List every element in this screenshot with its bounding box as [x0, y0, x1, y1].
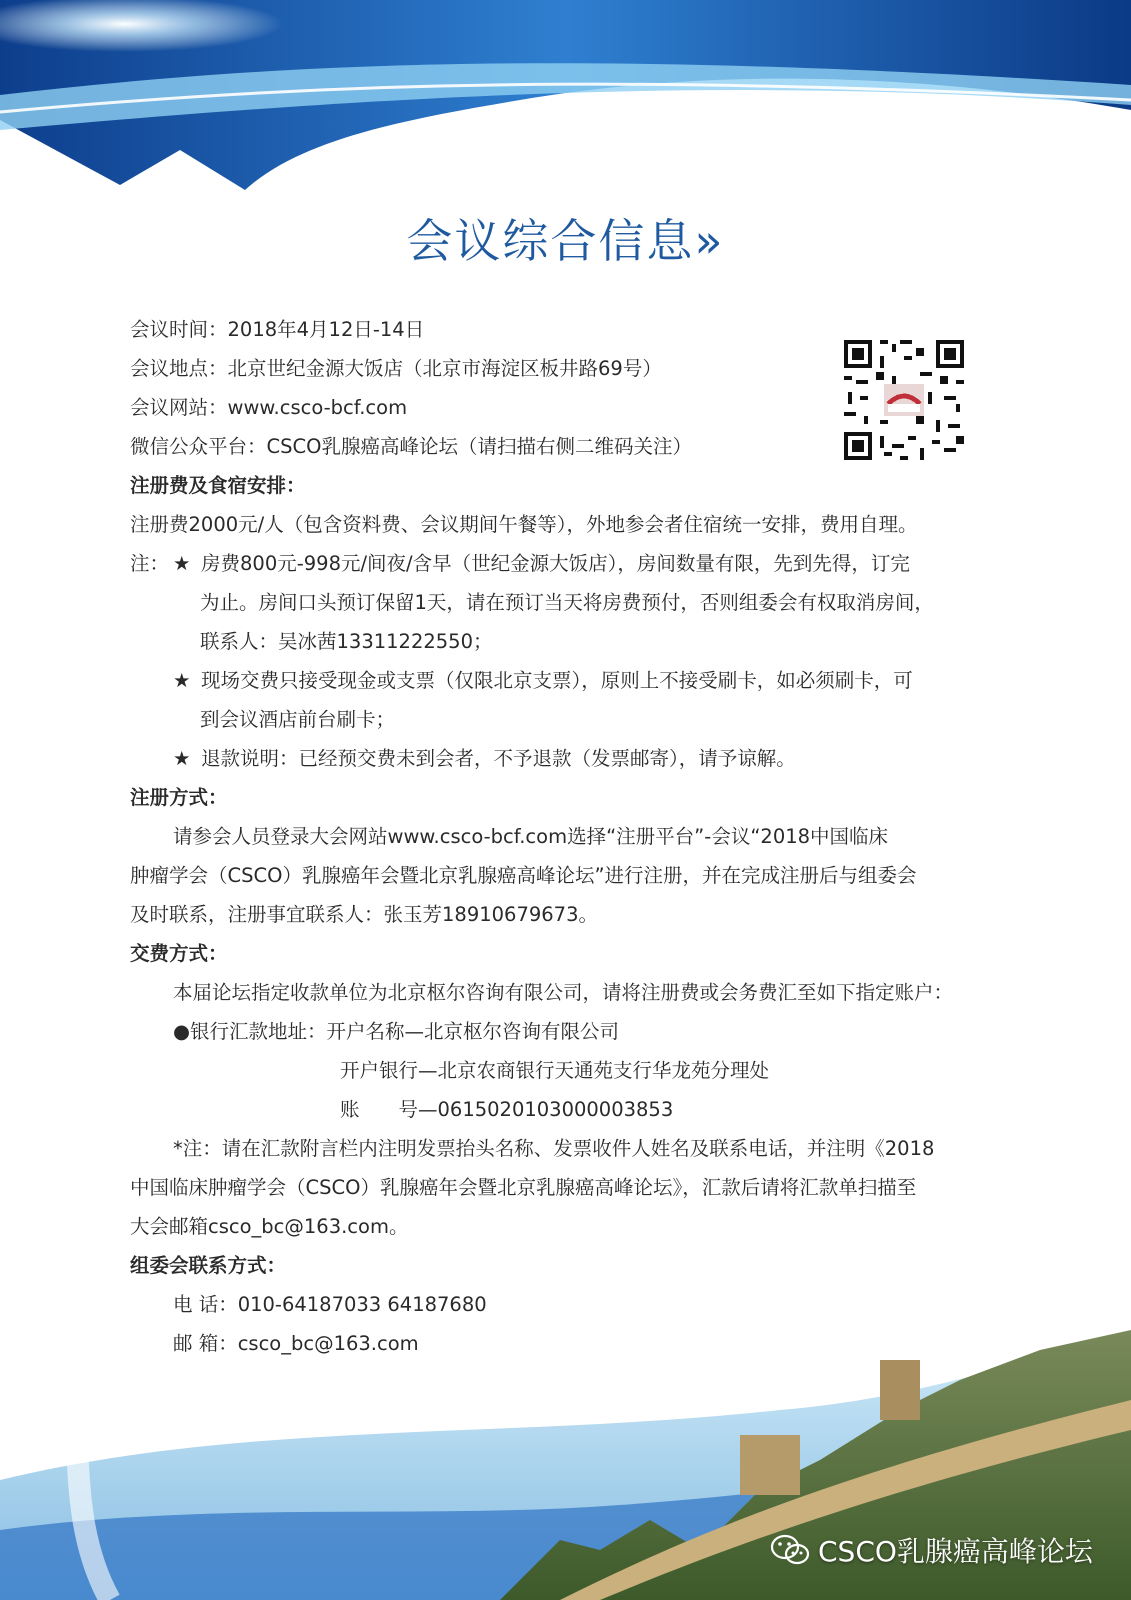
note1-line3: 联系人：吴冰茜13311222550； [200, 630, 493, 653]
fees-note-1 [130, 544, 1000, 583]
account-number: 账 号—0615020103000003853 [340, 1098, 674, 1121]
registration-heading: 注册方式： [130, 786, 228, 809]
note1-line2: 为止。房间口头预订保留1天，请在预订当天将房费预付，否则组委会有权取消房间， [200, 591, 934, 614]
wechat-icon [770, 1533, 810, 1567]
contact-email[interactable]: 邮 箱：csco_bc@163.com [173, 1332, 419, 1355]
meeting-venue: 会议地点：北京世纪金源大饭店（北京市海淀区板井路69号） [130, 357, 662, 380]
bank-label: 银行汇款地址： [190, 1020, 327, 1043]
fees-heading: 注册费及食宿安排： [130, 474, 306, 497]
bank-name: 开户银行—北京农商银行天通苑支行华龙苑分理处 [340, 1059, 770, 1082]
star-icon: ★ [173, 669, 191, 692]
note2-line2: 到会议酒店前台刷卡； [200, 708, 396, 731]
registration-line3: 及时联系，注册事宜联系人：张玉芳18910679673。 [130, 903, 598, 926]
fees-note-2 [130, 661, 1000, 700]
top-banner [0, 0, 1131, 200]
star-icon: ★ [173, 747, 191, 770]
page-title: 会议综合信息» [406, 214, 725, 268]
contact-phone: 电 话：010-64187033 64187680 [173, 1293, 487, 1316]
payment-note-line2: 中国临床肿瘤学会（CSCO）乳腺癌年会暨北京乳腺癌高峰论坛》，汇款后请将汇款单扫描至 [130, 1176, 917, 1199]
star-icon: ★ [173, 552, 191, 575]
fees-note-3 [130, 739, 1000, 778]
payment-note-line3: 大会邮箱csco_bc@163.com。 [130, 1215, 409, 1238]
bank-address [130, 1012, 1000, 1051]
bullet-icon: ● [173, 1020, 191, 1043]
payment-heading: 交费方式： [130, 942, 228, 965]
meeting-time: 会议时间：2018年4月12日-14日 [130, 318, 425, 341]
payment-line1: 本届论坛指定收款单位为北京枢尔咨询有限公司，请将注册费或会务费汇至如下指定账户： [173, 981, 954, 1004]
brand-label: CSCO乳腺癌高峰论坛 [818, 1535, 1093, 1568]
registration-line1: 请参会人员登录大会网站www.csco-bcf.com选择“注册平台”-会议“2018中国临床 [173, 825, 889, 848]
brand-footer [770, 1530, 1093, 1570]
account-name: 开户名称—北京枢尔咨询有限公司 [326, 1020, 620, 1043]
info-content [130, 310, 1000, 1363]
contact-heading: 组委会联系方式： [130, 1254, 287, 1277]
meeting-wechat: 微信公众平台：CSCO乳腺癌高峰论坛（请扫描右侧二维码关注） [130, 435, 692, 458]
note2-line1: 现场交费只接受现金或支票（仅限北京支票），原则上不接受刷卡，如必须刷卡，可 [201, 669, 913, 692]
fees-line: 注册费2000元/人（包含资料费、会议期间午餐等），外地参会者住宿统一安排，费用自理。 [130, 513, 918, 536]
note3-line: 退款说明：已经预交费未到会者，不予退款（发票邮寄），请予谅解。 [201, 747, 796, 770]
payment-note-line1: *注：请在汇款附言栏内注明发票抬头名称、发票收件人姓名及联系电话，并注明《2018 [173, 1137, 935, 1160]
meeting-website[interactable]: 会议网站：www.csco-bcf.com [130, 396, 408, 419]
note-prefix: 注： [130, 552, 170, 575]
registration-line2: 肿瘤学会（CSCO）乳腺癌年会暨北京乳腺癌高峰论坛”进行注册，并在完成注册后与组委会 [130, 864, 917, 887]
note1-line1: 房费800元-998元/间夜/含早（世纪金源大饭店），房间数量有限，先到先得，订完 [201, 552, 910, 575]
